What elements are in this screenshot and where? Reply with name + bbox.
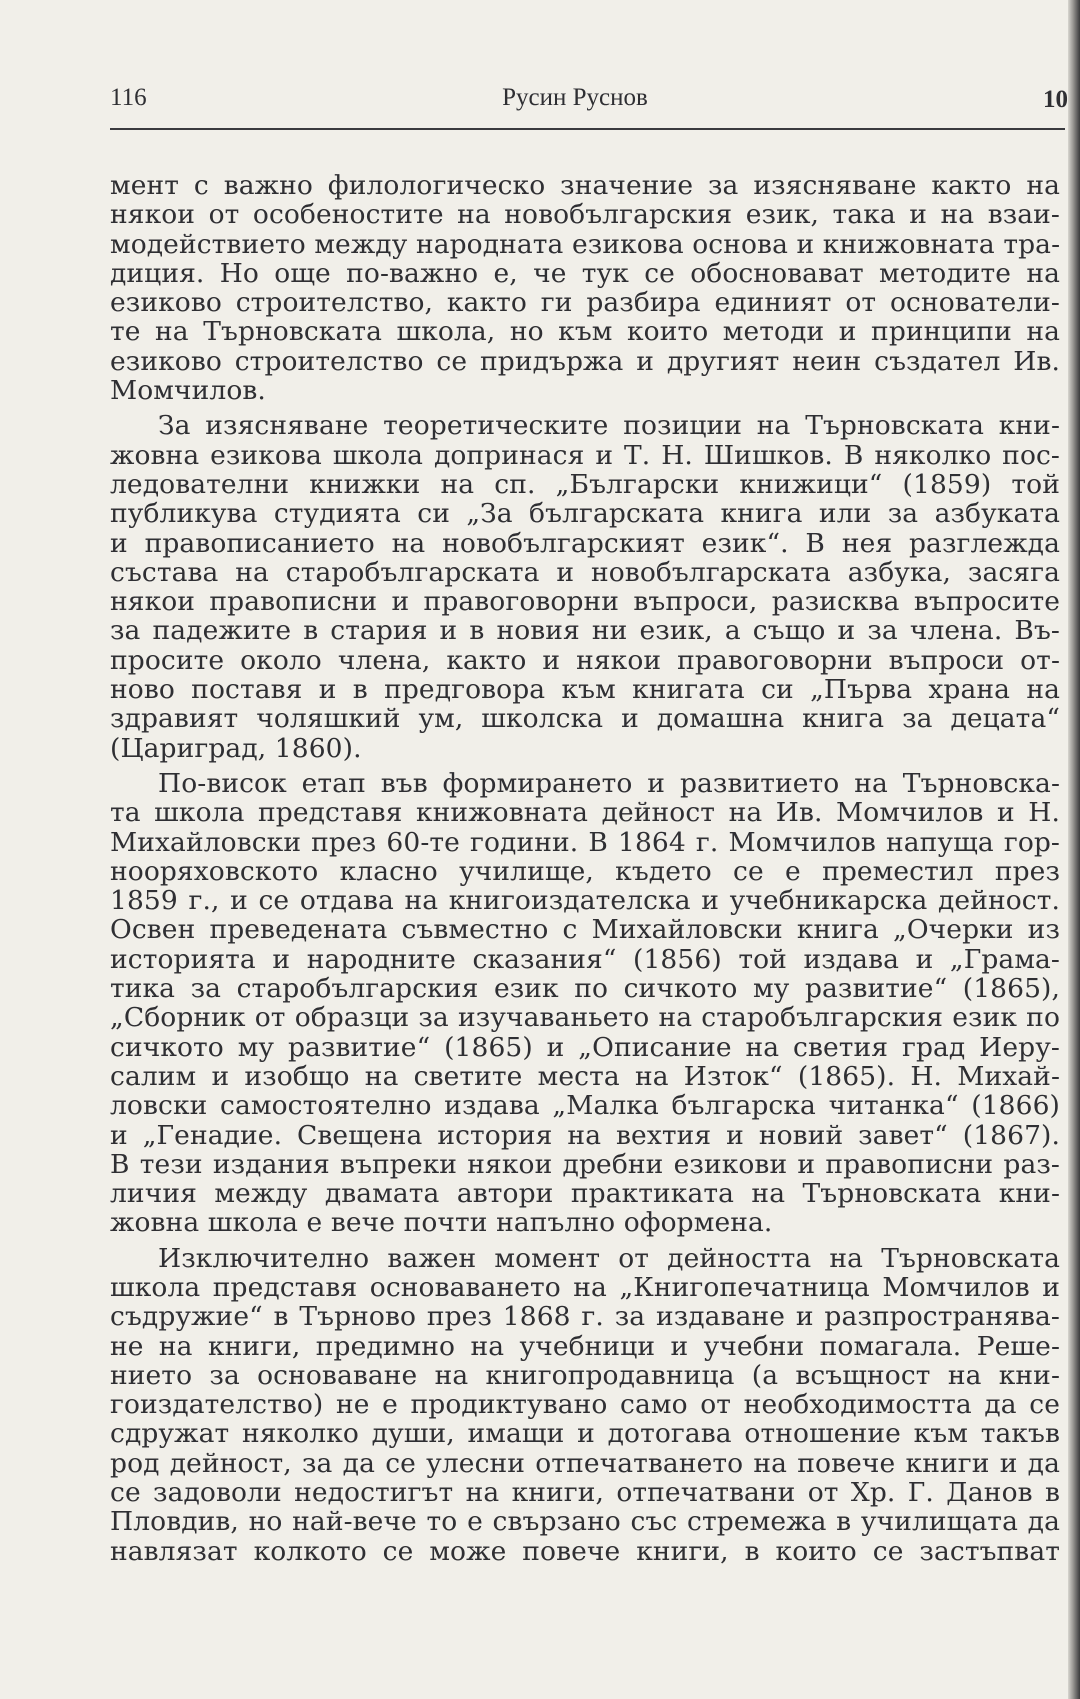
text-line: род дейност, за да се улесни отпечатването на повече книги и да [110,1447,1060,1479]
text-line: и „Генадие. Свещена история на вехтия и новий завет“ (1867). [110,1119,1060,1151]
text-line: те на Търновската школа, но към които методи и принципи на [110,316,1060,348]
text-line: за падежите в стария и в новия ни език, а също и за члена. Въ- [110,615,1060,647]
text-line: Момчилов. [110,375,266,407]
text-line: Михайловски през 60-те години. В 1864 г. Момчилов напуща гор- [110,826,1060,858]
text-line: (Цариград, 1860). [110,732,362,764]
text-line: някои правописни и правоговорни въпроси, разисква въпросите [110,586,1060,618]
text-line: салим и изобщо на светите места на Изток“ (1865). Н. Михай- [110,1060,1060,1092]
text-line: тика за старобългарския език по сичкото му развитие“ (1865), [110,973,1060,1005]
text-line: гоиздателство) не е продиктувано само от необходимостта да се [110,1389,1060,1421]
text-line: та школа представя книжовната дейност на Ив. Момчилов и Н. [110,797,1060,829]
text-line: За изясняване теоретическите позиции на Търновската кни- [158,410,1060,442]
text-line: жовна школа е вече почти напълно оформена. [110,1207,773,1239]
text-line: езиково строителство, както ги разбира единият от основатели- [110,287,1060,319]
paragraph [110,411,1060,763]
text-line: публикува студията си „За българската книга или за азбуката [110,498,1060,530]
paragraph [110,171,1060,405]
text-line: мент с важно филологическо значение за изясняване както на [110,170,1060,201]
running-header [110,84,1070,120]
text-line: навлязат колкото се може повече книги, в които се застъпват [110,1535,1060,1567]
scan-edge [1068,0,1080,1699]
text-line: езиково строителство се придържа и другият неин създател Ив. [110,345,1060,377]
running-title: Русин Руснов [502,84,648,111]
text-line: не на книги, предимно на учебници и учебни помагала. Реше- [110,1330,1060,1362]
text-line: По-висок етап във формирането и развитието на Търновска- [158,767,1060,799]
text-line: Освен преведената съвместно с Михайловски книга „Очерки из [110,914,1060,946]
text-line: някои от особеностите на новобългарския език, така и на взаи- [110,199,1060,231]
text-line: сичкото му развитие“ (1865) и „Описание на светия град Иеру- [110,1031,1060,1063]
text-line: Пловдив, но най-вече то е свързано със стремежа в училищата да [110,1506,1060,1538]
text-line: диция. Но още по-важно е, че тук се обосновават методите на [110,257,1060,289]
text-line: съдружие“ в Търново през 1868 г. за издаване и разпространява- [110,1301,1060,1333]
text-line: здравият чоляшкий ум, школска и домашна книга за децата“ [110,703,1060,735]
text-line: историята и народните сказания“ (1856) той издава и „Грама- [110,943,1060,975]
text-line: ледователни книжки на сп. „Български книжици“ (1859) той [110,468,1060,500]
text-line: нооряховското класно училище, където се е преместил през [110,855,1060,887]
text-line: „Сборник от образци за изучаваньето на старобългарския език по [110,1002,1060,1034]
header-rule [110,128,1065,130]
text-line: просите около члена, както и някои правоговорни въпроси от- [110,644,1060,676]
text-line: В тези издания въпреки някои дребни езикови и правописни раз- [110,1148,1060,1180]
next-page-number-fragment: 10 [1043,86,1068,113]
text-line: и правописанието на новобългарският език“. В нея разглежда [110,527,1060,559]
page-number: 116 [110,84,147,111]
text-line: 1859 г., и се отдава на книгоиздателска и учебникарска дейност. [110,885,1060,917]
text-line: Изключително важен момент от дейността на Търновската [158,1242,1060,1274]
text-line: нието за основаване на книгопродавница (а всъщност на кни- [110,1359,1060,1391]
text-line: ловски самостоятелно издава „Малка българска читанка“ (1866) [110,1090,1060,1122]
text-line: сдружат няколко души, имащи и дотогава отношение към такъв [110,1418,1060,1450]
body-text [110,171,1060,1566]
text-line: жовна езикова школа допринася и Т. Н. Шишков. В няколко пос- [110,439,1060,471]
text-line: се задоволи недостигът на книги, отпечатвани от Хр. Г. Данов в [110,1477,1060,1509]
text-line: модействието между народната езикова основа и книжовната тра- [110,228,1061,260]
paragraph [110,769,1060,1238]
paragraph [110,1244,1060,1566]
text-line: състава на старобългарската и новобългарската азбука, засяга [110,556,1060,588]
text-line: личия между двамата автори практиката на Търновската кни- [110,1178,1060,1210]
text-line: ново поставя и в предговора към книгата си „Първа храна на [110,674,1060,706]
text-line: школа представя основаването на „Книгопечатница Момчилов и [110,1271,1060,1303]
